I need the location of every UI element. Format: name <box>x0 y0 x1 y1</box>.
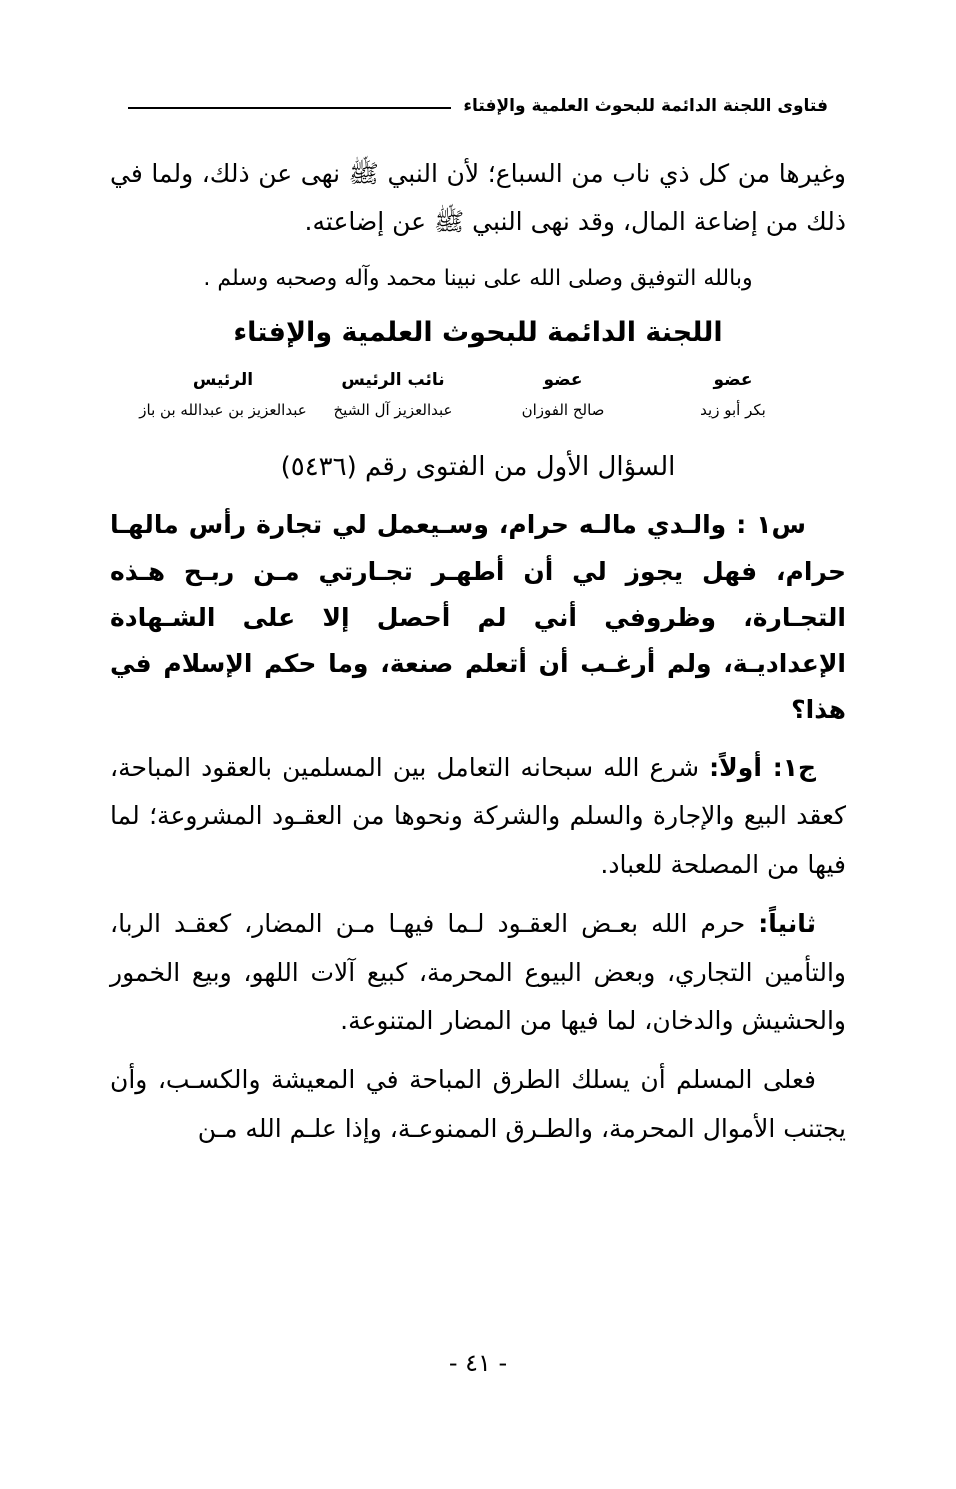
signatory-name: بكر أبو زيد <box>700 401 766 420</box>
page-header <box>128 96 828 116</box>
page-content <box>110 150 846 1164</box>
committee-title: اللجنة الدائمة للبحوث العلمية والإفتاء <box>233 316 723 348</box>
answer-body-first: شرع الله سبحانه التعامل بين المسلمين بالعقود المباحة، كعقد البيع والإجارة والسلم والشركة ونحوها من العقـود المشروعة؛ لما فيها من المصلحة للعباد. <box>110 752 846 880</box>
signatory <box>138 369 308 421</box>
signatory <box>478 369 648 421</box>
answer-label-second: ثانياً: <box>758 908 816 938</box>
signatory-role: عضو <box>713 370 753 391</box>
fatwa-heading: السؤال الأول من الفتوى رقم (٥٤٣٦) <box>280 451 676 482</box>
signatory-role: الرئيس <box>192 370 254 391</box>
answer-label-first: ج١: أولاً: <box>709 752 816 782</box>
answer-body-second: حرم الله بعـض العقـود لـما فيهـا مـن المضار، كعقـد الربا، والتأمين التجاري، وبعض البيوع المحرمة، كبيع آلات اللهو، وبيع الخمور والحشيش والدخان، لما فيها من المضار المتنوعة. <box>110 908 846 1036</box>
answer-third: فعلى المسلم أن يسلك الطرق المباحة في المعيشة والكسـب، وأن يجتنب الأموال المحرمة، والطـرق الممنوعـة، وإذا علـم الله مـن <box>110 1065 846 1143</box>
header-title: فتاوى اللجنة الدائمة للبحوث العلمية والإفتاء <box>463 96 828 116</box>
signatory <box>308 369 478 421</box>
signatory-name: عبدالعزيز آل الشيخ <box>333 401 453 420</box>
question-text: س١ : والـدي مالـه حرام، وسـيعمل لي تجارة رأس مالهـا حرام، فهل يجوز لي أن أطهـر تجـارتي مـن ربـح هـذه التجـارة، وظروفي أني لم أحصل إلا على الشـهادة الإعداديـة، ولم أرغـب أن أتعلم صنعة، وما حكم الإسلام في هذا؟ <box>110 510 846 725</box>
paragraph-continued: وغيرها من كل ذي ناب من السباع؛ لأن النبي ﷺ نهى عن ذلك، ولما في ذلك من إضاعة المال، وقد نهى النبي ﷺ عن إضاعته. <box>110 159 846 236</box>
closing-invocation: وبالله التوفيق وصلى الله على نبينا محمد وآله وصحبه وسلم . <box>203 266 753 291</box>
signatory-role: نائب الرئيس <box>341 370 445 391</box>
answer-first <box>110 744 846 890</box>
signatory-name: عبدالعزيز بن عبدالله بن باز <box>139 401 307 420</box>
page-number: - ٤١ - <box>448 1349 508 1377</box>
header-rule <box>128 107 451 109</box>
signature-block <box>138 369 818 421</box>
signatory-name: صالح الفوزان <box>521 401 605 420</box>
signatory-role: عضو <box>543 370 583 391</box>
signatory <box>648 369 818 421</box>
answer-second <box>110 900 846 1046</box>
